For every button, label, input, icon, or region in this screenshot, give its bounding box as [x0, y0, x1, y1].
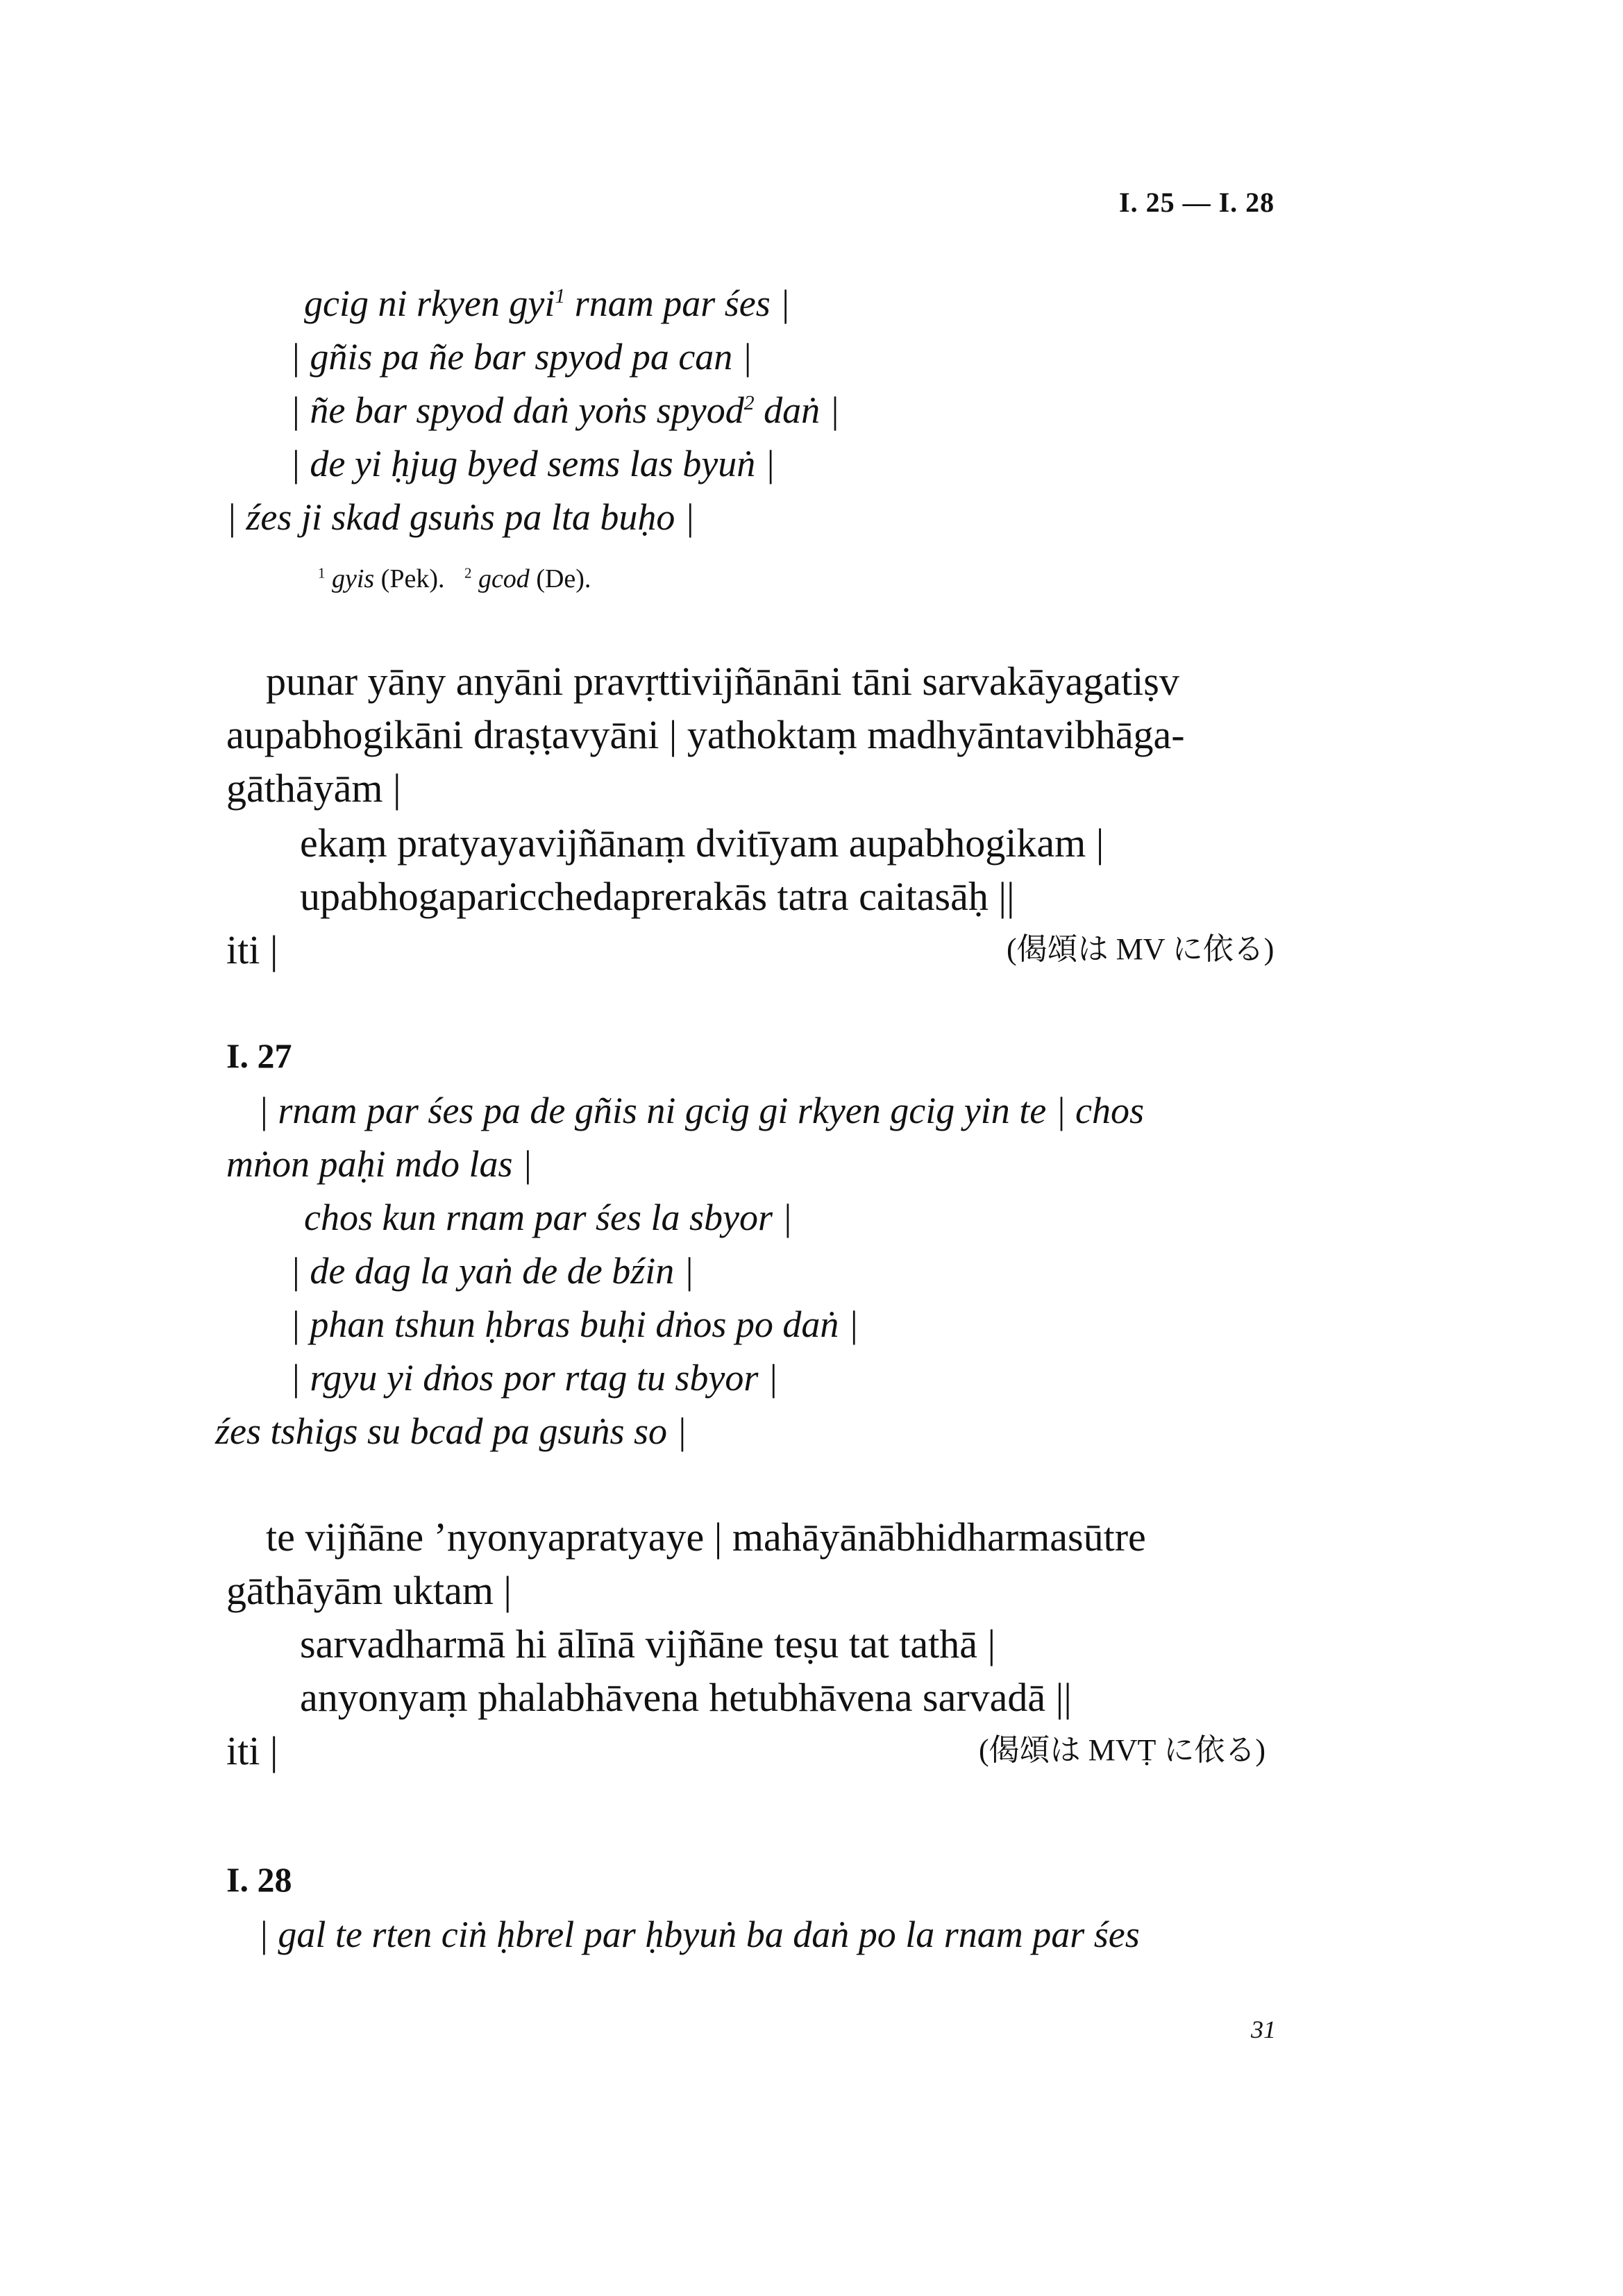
sanskrit-text-line: gāthāyām | [226, 766, 401, 811]
tibetan-verse-line: | gñis pa ñe bar spyod pa can | [290, 336, 752, 378]
tibetan-verse-line: chos kun rnam par śes la sbyor | [304, 1197, 793, 1238]
iti-marker: iti | [226, 927, 278, 972]
source-note: (偈頌は MV に依る) [1007, 932, 1275, 966]
tibetan-verse-line: | źes ji skad gsuṅs pa lta buḥo | [226, 496, 695, 538]
tibetan-verse-line: | de yi ḥjug byed sems las byuṅ | [290, 443, 775, 484]
tibetan-text-line: | gal te rten ciṅ ḥbrel par ḥbyuṅ ba daṅ po la rnam par śes [258, 1914, 1140, 1955]
tibetan-verse-line: | phan tshun ḥbras buḥi dṅos po daṅ | [290, 1303, 859, 1345]
tibetan-verse-line: | de dag la yaṅ de de bźin | [290, 1250, 694, 1292]
section-heading: I. 28 [226, 1860, 292, 1899]
footnote-ref: 2 [743, 392, 755, 414]
sanskrit-text-line: gāthāyām uktam | [226, 1568, 512, 1613]
sanskrit-text-line: aupabhogikāni draṣṭavyāni | yathoktaṃ madhyāntavibhāga- [226, 712, 1185, 757]
sanskrit-verse-line: anyonyaṃ phalabhāvena hetubhāvena sarvadā || [300, 1675, 1072, 1720]
sanskrit-verse-line: ekaṃ pratyayavijñānaṃ dvitīyam aupabhogikam | [300, 820, 1104, 866]
iti-marker: iti | [226, 1728, 278, 1773]
tibetan-verse-line: | ñe bar spyod daṅ yoṅs spyod$^2$ daṅ | [290, 389, 840, 431]
running-head: I. 25 — I. 28 [1119, 187, 1275, 218]
page-number: 31 [1251, 2016, 1276, 2043]
tibetan-text-line: | rnam par śes pa de gñis ni gcig gi rkyen gcig yin te | chos [258, 1090, 1144, 1131]
source-note: (偈頌は MVṬ に依る) [979, 1733, 1266, 1767]
sanskrit-verse-line: sarvadharmā hi ālīnā vijñāne teṣu tat tathā | [300, 1621, 996, 1666]
footnote-ref: 1 [555, 285, 566, 307]
tibetan-verse-line: gcig ni rkyen gyi$^1$ rnam par śes | [304, 282, 791, 324]
tibetan-text-line: źes tshigs su bcad pa gsuṅs so | [215, 1410, 687, 1452]
tibetan-text-line: mṅon paḥi mdo las | [226, 1143, 532, 1185]
footnotes: $^1$ gyis (Pek). $^2$ gcod (De). [318, 564, 591, 593]
sanskrit-text-line: te vijñāne ’nyonyapratyaye | mahāyānābhidharmasūtre [266, 1514, 1146, 1560]
section-heading: I. 27 [226, 1036, 292, 1075]
sanskrit-verse-line: upabhogaparicchedaprerakās tatra caitasāḥ || [300, 874, 1015, 919]
sanskrit-text-line: punar yāny anyāni pravṛttivijñānāni tāni sarvakāyagatiṣv [266, 659, 1179, 704]
tibetan-verse-line: | rgyu yi dṅos por rtag tu sbyor | [290, 1357, 778, 1399]
